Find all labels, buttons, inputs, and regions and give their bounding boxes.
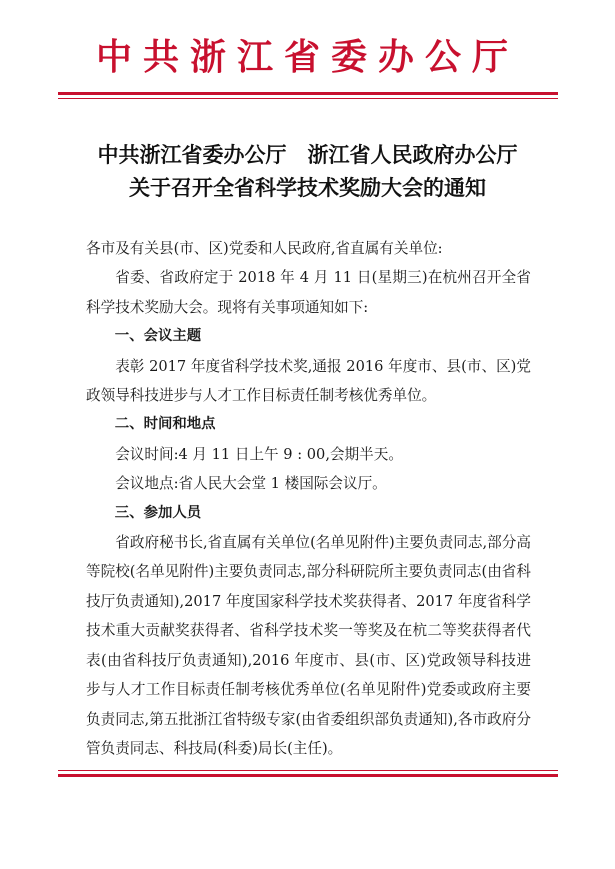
document-body bbox=[86, 234, 531, 763]
section2-heading: 二、时间和地点 bbox=[114, 416, 216, 433]
document-title-line1: 中共浙江省委办公厅 浙江省人民政府办公厅 bbox=[97, 142, 518, 167]
section3-paragraph: 省政府秘书长,省直属有关单位(名单见附件)主要负责同志,部分高等院校(名单见附件)主要负责同志,部分科研院所主要负责同志(由省科技厅负责通知),2017 年度国家科学技术奖获得者、2017 年度省科学技术重大贡献奖获得者、省科学技术奖一等奖及在杭二等奖获得者代表(由省科技厅负责通知),2016 年度市、县(市、区)党政领导科技进步与人才工作目标责任制考核优秀单位(名单见附件)党委或政府主要负责同志,第五批浙江省特级专家(由省委组织部负责通知),各市政府分管负责同志、科技局(科委)局长(主任)。 bbox=[86, 534, 531, 757]
footer-divider bbox=[58, 770, 558, 777]
salutation: 各市及有关县(市、区)党委和人民政府,省直属有关单位: bbox=[86, 240, 443, 257]
document-title-line2: 关于召开全省科学技术奖励大会的通知 bbox=[129, 175, 486, 200]
meeting-place: 会议地点:省人民大会堂 1 楼国际会议厅。 bbox=[115, 475, 387, 493]
intro-paragraph: 省委、省政府定于 2018 年 4 月 11 日(星期三)在杭州召开全省科学技术奖励大会。现将有关事项通知如下: bbox=[86, 269, 531, 316]
section1-heading: 一、会议主题 bbox=[114, 328, 202, 345]
masthead-title: 中共浙江省委办公厅 bbox=[95, 37, 519, 78]
section1-paragraph: 表彰 2017 年度省科学技术奖,通报 2016 年度市、县(市、区)党政领导科技进步与人才工作目标责任制考核优秀单位。 bbox=[86, 357, 531, 405]
meeting-time: 会议时间:4 月 11 日上午 9 : 00,会期半天。 bbox=[115, 445, 403, 463]
section3-heading: 三、参加人员 bbox=[114, 504, 202, 521]
masthead-divider bbox=[58, 92, 558, 99]
